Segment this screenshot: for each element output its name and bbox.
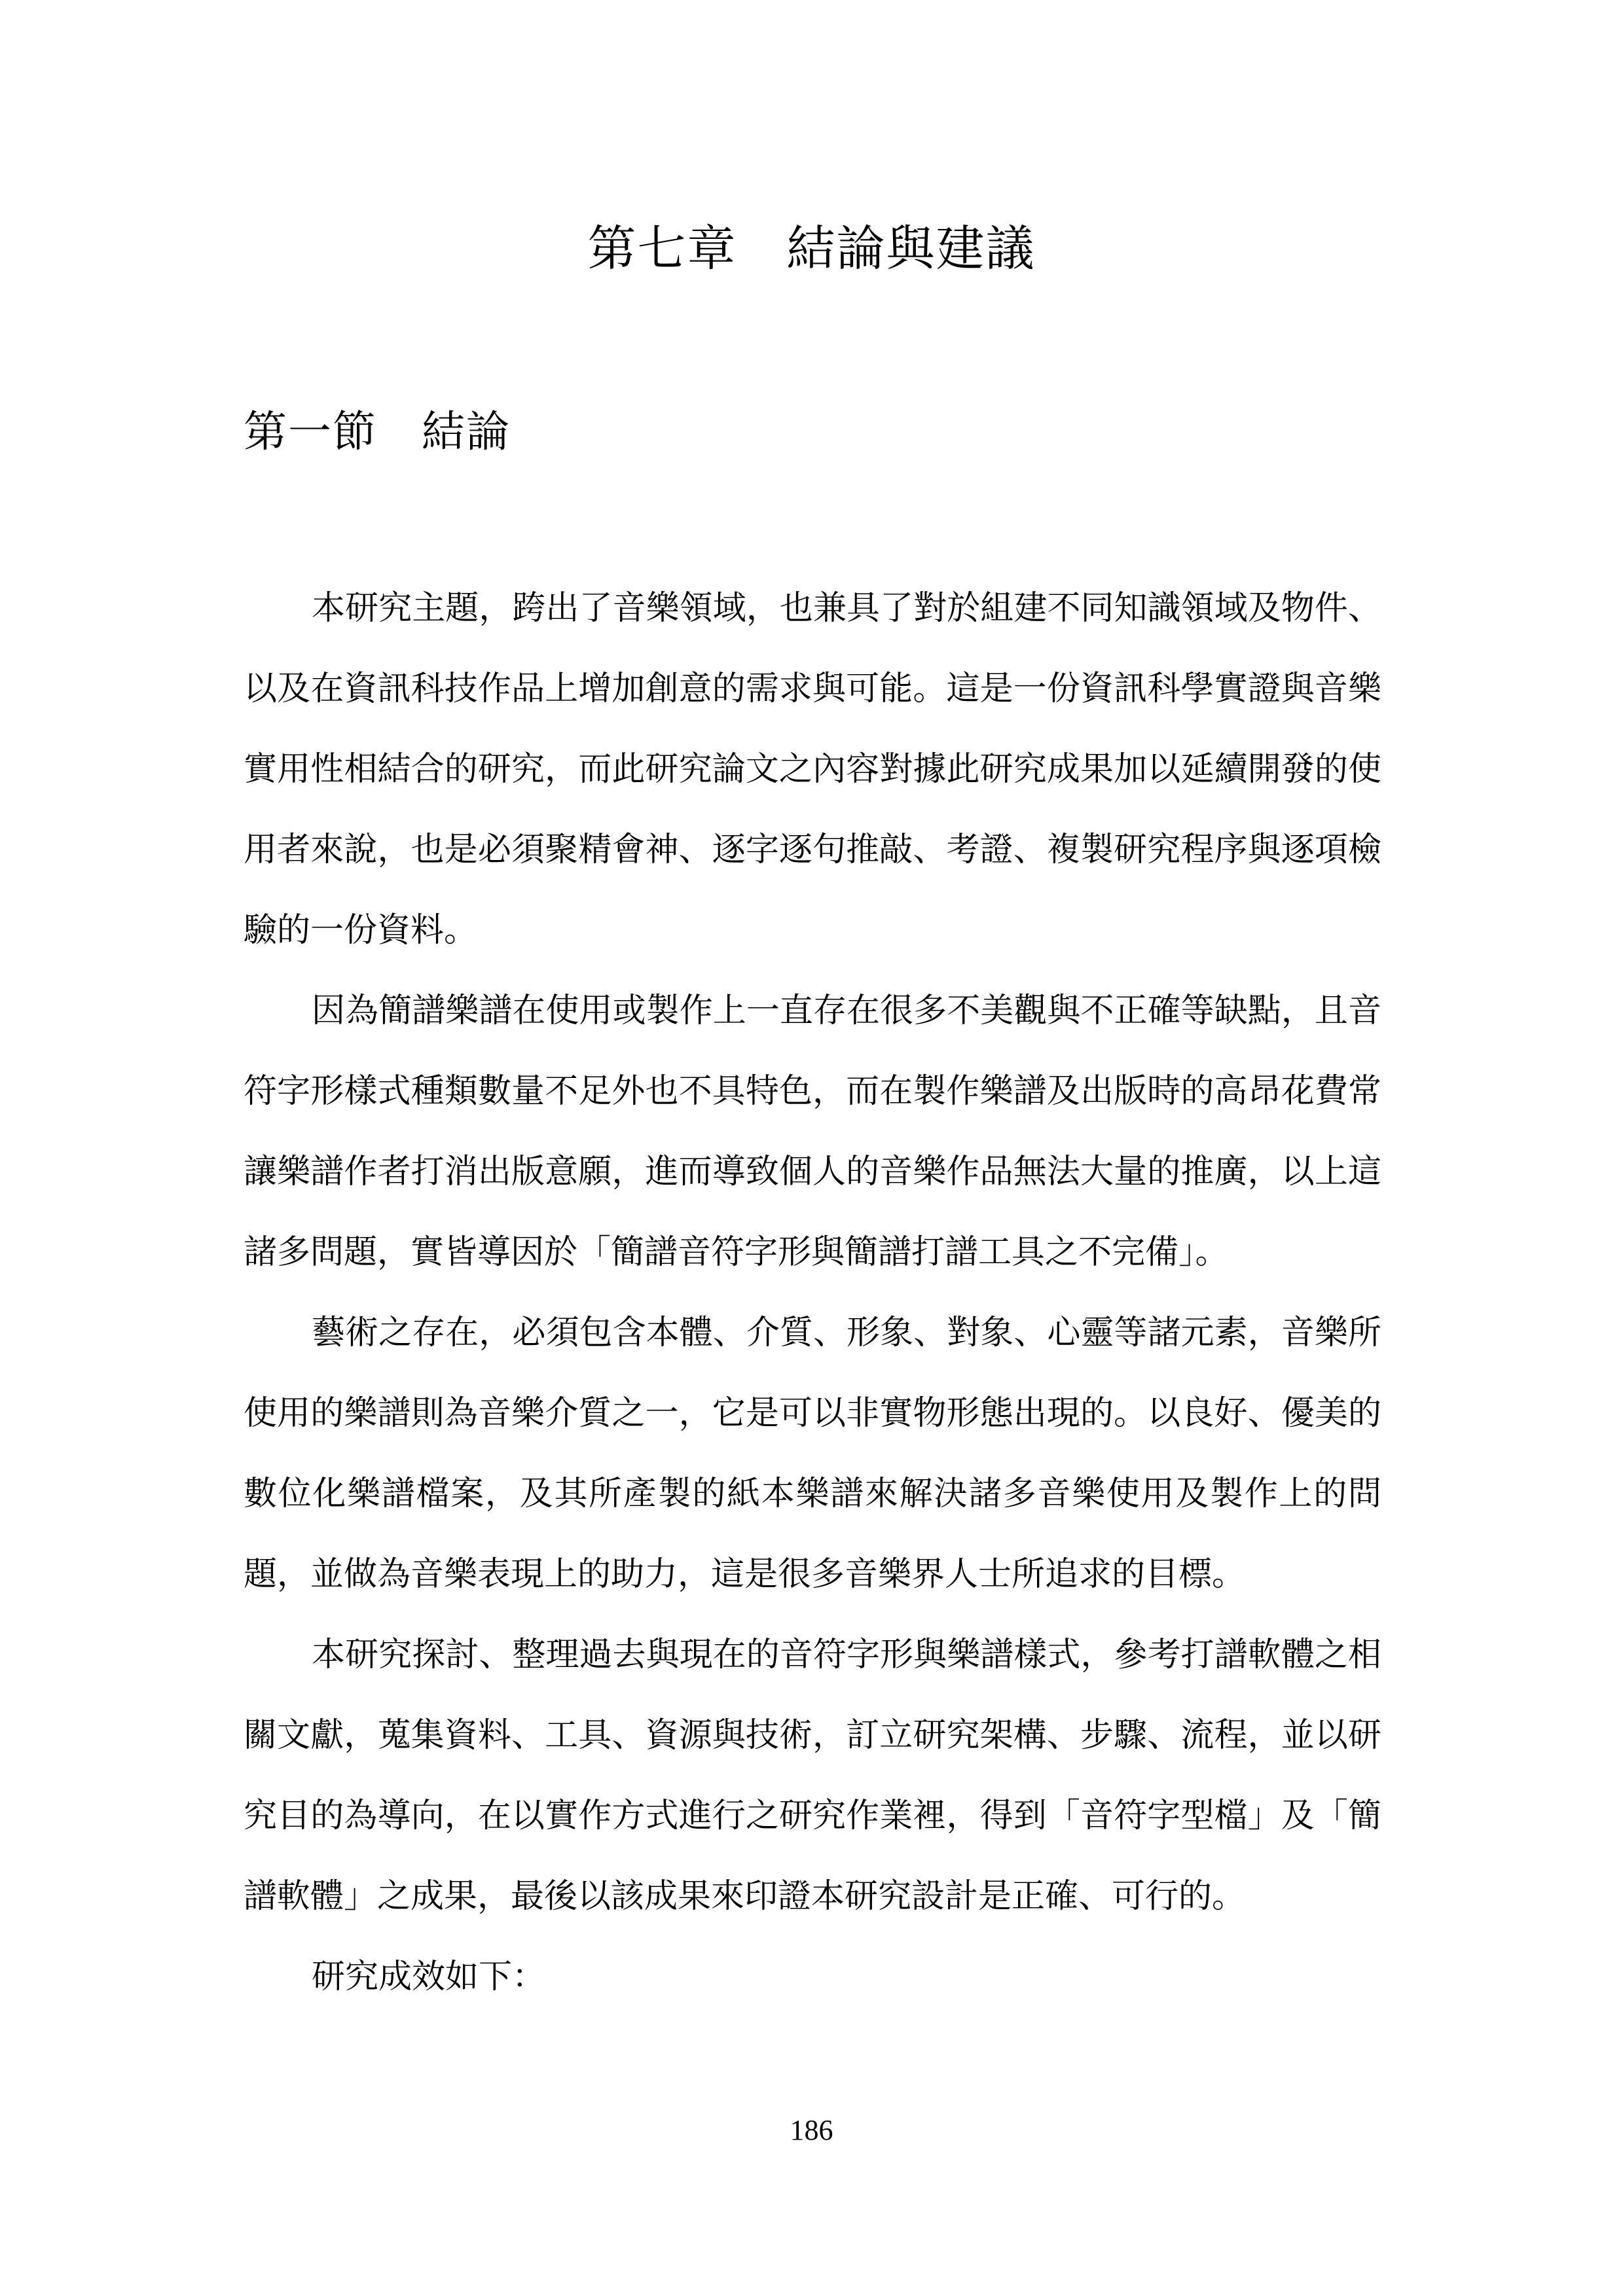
paragraph: 研究成效如下： — [312, 1958, 546, 1996]
paragraph: 藝術之存在，必須包含本體、介質、形象、對象、心靈等諸元素，音樂所使用的樂譜則為音樂介質之一，它是可以非實物形態出現的。以良好、優美的數位化樂譜檔案，及其所產製的紙本樂譜來解決諸多音樂使用及製作上的問題，並做為音樂表現上的助力，這是很多音樂界人士所追求的目標。 — [244, 1314, 1381, 1594]
page-number: 186 — [790, 2114, 833, 2146]
paragraph: 因為簡譜樂譜在使用或製作上一直存在很多不美觀與不正確等缺點，且音符字形樣式種類數量不足外也不具特色，而在製作樂譜及出版時的高昂花費常讓樂譜作者打消出版意願，進而導致個人的音樂作品無法大量的推廣，以上這諸多問題，實皆導因於「簡譜音符字形與簡譜打譜工具之不完備」。 — [244, 992, 1381, 1272]
chapter-title: 第七章 結論與建議 — [587, 221, 1036, 277]
section-title: 第一節 結論 — [244, 406, 511, 457]
paragraph: 本研究探討、整理過去與現在的音符字形與樂譜樣式，參考打譜軟體之相關文獻，蒐集資料、工具、資源與技術，訂立研究架構、步驟、流程，並以研究目的為導向，在以實作方式進行之研究作業裡，得到「音符字型檔」及「簡譜軟體」之成果，最後以該成果來印證本研究設計是正確、可行的。 — [244, 1636, 1381, 1916]
paragraph: 本研究主題，跨出了音樂領域，也兼具了對於組建不同知識領域及物件、以及在資訊科技作品上增加創意的需求與可能。這是一份資訊科學實證與音樂實用性相結合的研究，而此研究論文之內容對據此研究成果加以延續開發的使用者來說，也是必須聚精會神、逐字逐句推敲、考證、複製研究程序與逐項檢驗的一份資料。 — [244, 589, 1381, 950]
body-text — [244, 568, 1381, 2017]
